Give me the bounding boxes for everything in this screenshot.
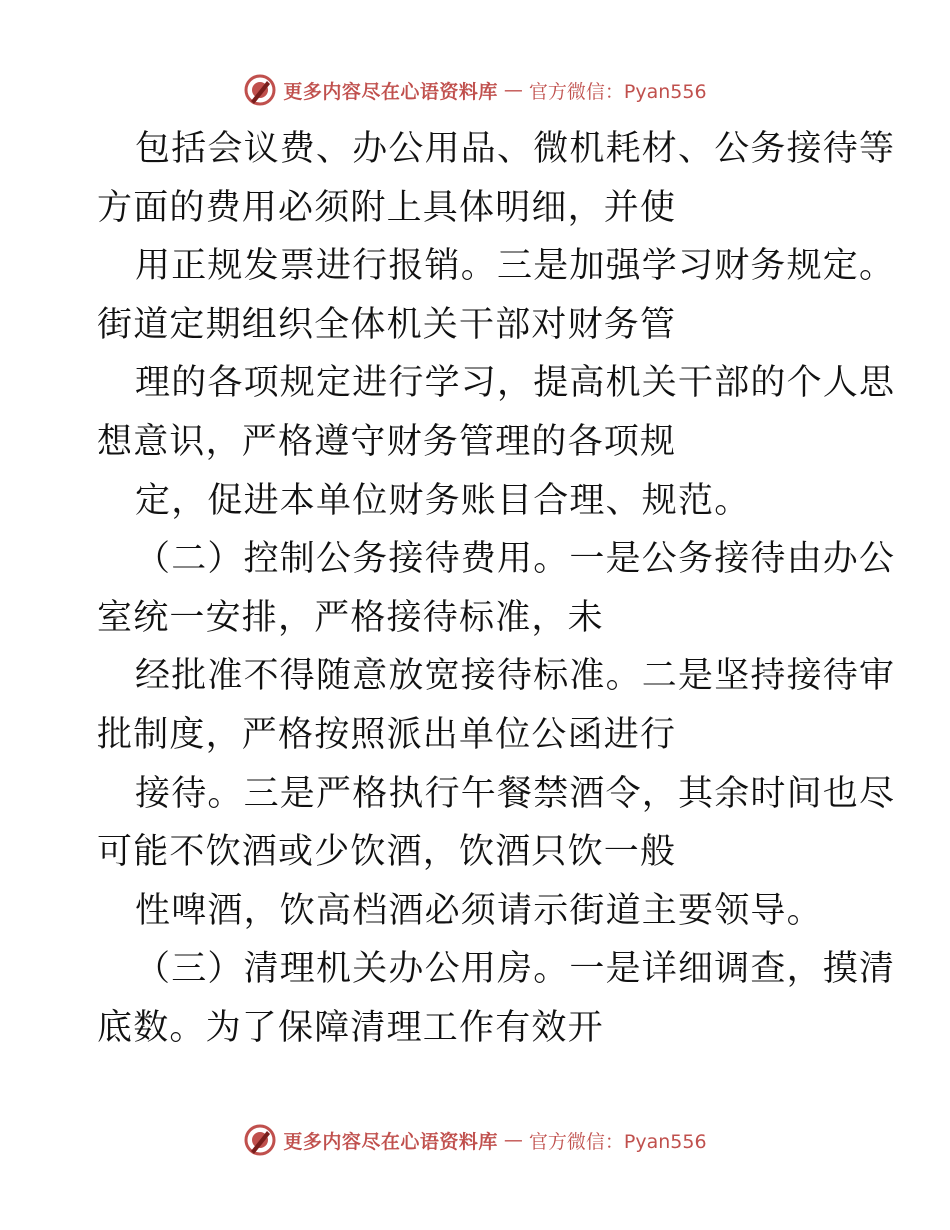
body-line: 经批准不得随意放宽接待标准。二是坚持接待审 xyxy=(135,656,896,697)
body-line: 接待。三是严格执行午餐禁酒令，其余时间也尽 xyxy=(135,773,896,814)
body-line: 街道定期组织全体机关干部对财务管 xyxy=(97,304,677,345)
header-wechat-text: 官方微信：Pyan556 xyxy=(528,80,707,103)
body-line: 底数。为了保障清理工作有效开 xyxy=(97,1007,604,1048)
footer-banner-text: 更多内容尽在心语资料库 xyxy=(283,1130,498,1153)
body-line: 性啤酒，饮高档酒必须请示街道主要领导。 xyxy=(135,890,823,931)
body-line: （二）控制公务接待费用。一是公务接待由办公 xyxy=(135,539,896,580)
body-line: 定，促进本单位财务账目合理、规范。 xyxy=(135,480,751,521)
document-body xyxy=(97,120,896,1058)
pen-logo-icon xyxy=(243,1123,277,1157)
pen-logo-icon xyxy=(243,73,277,107)
header-banner xyxy=(0,70,950,110)
body-line: 室统一安排，严格接待标准，未 xyxy=(97,597,604,638)
body-line: 理的各项规定进行学习，提高机关干部的个人思 xyxy=(135,363,896,404)
body-line: 批制度，严格按照派出单位公函进行 xyxy=(97,714,677,755)
body-line: 用正规发票进行报销。三是加强学习财务规定。 xyxy=(135,246,896,287)
footer-banner-separator: — xyxy=(503,1129,523,1151)
body-line: 包括会议费、办公用品、微机耗材、公务接待等 xyxy=(135,129,896,169)
footer-banner xyxy=(0,1120,950,1160)
body-line: 方面的费用必须附上具体明细，并使 xyxy=(97,187,677,228)
body-line: 可能不饮酒或少饮酒，饮酒只饮一般 xyxy=(97,832,677,873)
header-banner-text: 更多内容尽在心语资料库 xyxy=(283,80,498,103)
footer-wechat-text: 官方微信：Pyan556 xyxy=(528,1130,707,1153)
body-line: （三）清理机关办公用房。一是详细调查，摸清 xyxy=(135,949,896,990)
body-line: 想意识，严格遵守财务管理的各项规 xyxy=(97,421,677,462)
header-banner-separator: — xyxy=(503,79,523,101)
